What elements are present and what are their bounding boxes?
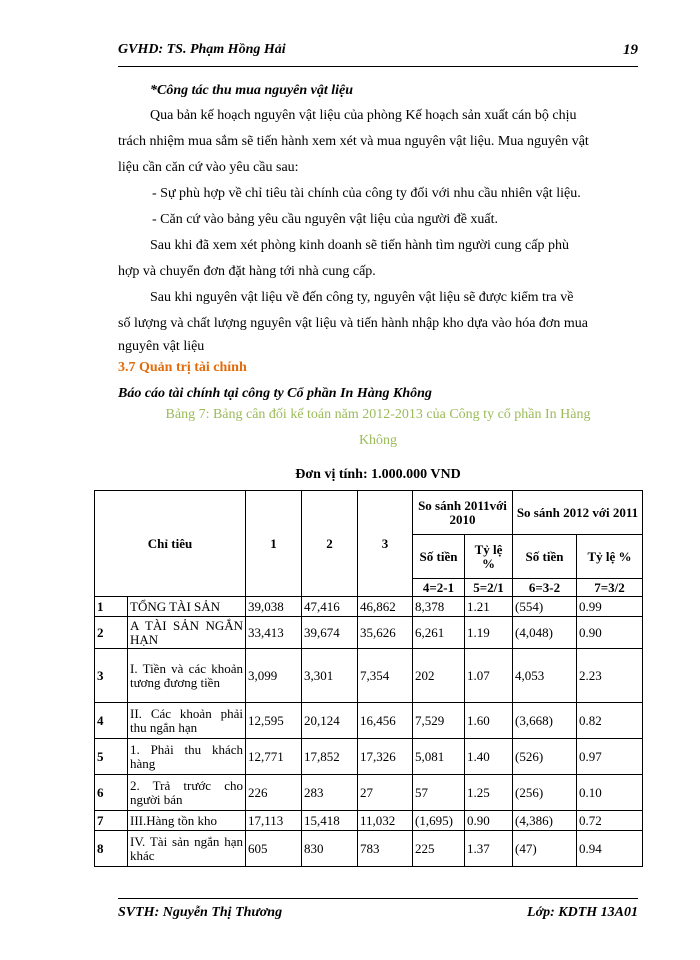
cell-value: 1.37 bbox=[465, 831, 513, 867]
section-heading: 3.7 Quản trị tài chính bbox=[118, 360, 247, 375]
cell-value: 0.72 bbox=[577, 811, 643, 831]
cell-value: 0.82 bbox=[577, 703, 643, 739]
cell-value: 225 bbox=[413, 831, 465, 867]
cell-value: 17,113 bbox=[246, 811, 302, 831]
page-header bbox=[118, 40, 638, 67]
cell-value: 2.23 bbox=[577, 649, 643, 703]
table-row bbox=[95, 831, 643, 867]
cell-value: 16,456 bbox=[358, 703, 413, 739]
cell-value: 39,674 bbox=[302, 617, 358, 649]
row-label: 2. Trả trước cho người bán bbox=[128, 775, 246, 811]
row-number: 6 bbox=[95, 775, 128, 811]
row-number: 5 bbox=[95, 739, 128, 775]
cell-value: 8,378 bbox=[413, 597, 465, 617]
table-caption-cont: Không bbox=[358, 433, 398, 448]
cell-value: 46,862 bbox=[358, 597, 413, 617]
header-money: Số tiền bbox=[413, 535, 465, 579]
table-row bbox=[95, 649, 643, 703]
cell-value: (3,668) bbox=[513, 703, 577, 739]
class-code: Lớp: KDTH 13A01 bbox=[527, 905, 638, 920]
table-row bbox=[95, 617, 643, 649]
section-title: *Công tác thu mua nguyên vật liệu bbox=[150, 83, 354, 98]
page-footer bbox=[118, 898, 638, 927]
cell-value: 47,416 bbox=[302, 597, 358, 617]
cell-value: (4,386) bbox=[513, 811, 577, 831]
cell-value: (1,695) bbox=[413, 811, 465, 831]
cell-value: 6,261 bbox=[413, 617, 465, 649]
cell-value: 17,326 bbox=[358, 739, 413, 775]
cell-value: 202 bbox=[413, 649, 465, 703]
row-number: 4 bbox=[95, 703, 128, 739]
cell-value: 0.94 bbox=[577, 831, 643, 867]
row-label: TỔNG TÀI SẢN bbox=[128, 597, 246, 617]
paragraph-line: trách nhiệm mua sắm sẽ tiến hành xem xét và mua nguyên vật liệu. Mua nguyên vật bbox=[118, 134, 589, 149]
header-ratio: Tỷ lệ % bbox=[577, 535, 643, 579]
cell-value: (526) bbox=[513, 739, 577, 775]
row-number: 8 bbox=[95, 831, 128, 867]
cell-value: 12,771 bbox=[246, 739, 302, 775]
formula-cell: 6=3-2 bbox=[513, 579, 577, 597]
paragraph-line: Sau khi nguyên vật liệu về đến công ty, nguyên vật liệu sẽ được kiểm tra về bbox=[150, 290, 574, 305]
bullet-item: - Căn cứ vào bảng yêu cầu nguyên vật liệu của người đề xuất. bbox=[152, 212, 499, 227]
paragraph-line: Sau khi đã xem xét phòng kinh doanh sẽ tiến hành tìm người cung cấp phù bbox=[150, 238, 569, 253]
cell-value: (47) bbox=[513, 831, 577, 867]
row-label: I. Tiền và các khoản tương đương tiền bbox=[128, 649, 246, 703]
formula-cell: 4=2-1 bbox=[413, 579, 465, 597]
subheading: Báo cáo tài chính tại công ty Cổ phần In Hàng Không bbox=[118, 386, 432, 401]
balance-table bbox=[94, 490, 643, 867]
table-row bbox=[95, 739, 643, 775]
cell-value: 1.19 bbox=[465, 617, 513, 649]
cell-value: 4,053 bbox=[513, 649, 577, 703]
header-money: Số tiền bbox=[513, 535, 577, 579]
row-label: IV. Tài sản ngắn hạn khác bbox=[128, 831, 246, 867]
header-compare-2012: So sánh 2012 với 2011 bbox=[513, 491, 643, 535]
header-ratio: Tỷ lệ % bbox=[465, 535, 513, 579]
cell-value: 57 bbox=[413, 775, 465, 811]
formula-cell: 7=3/2 bbox=[577, 579, 643, 597]
cell-value: 283 bbox=[302, 775, 358, 811]
table-caption: Bảng 7: Bảng cân đối kế toán năm 2012-2013 của Công ty cổ phần In Hàng bbox=[165, 407, 591, 422]
row-label: A TÀI SẢN NGẮN HẠN bbox=[128, 617, 246, 649]
page-number: 19 bbox=[623, 42, 638, 58]
table-row bbox=[95, 811, 643, 831]
cell-value: 226 bbox=[246, 775, 302, 811]
cell-value: 605 bbox=[246, 831, 302, 867]
cell-value: 783 bbox=[358, 831, 413, 867]
paragraph-line: Qua bản kế hoạch nguyên vật liệu của phòng Kế hoạch sản xuất cán bộ chịu bbox=[150, 108, 577, 123]
paragraph-line: liệu cần căn cứ vào yêu cầu sau: bbox=[118, 160, 299, 175]
paragraph-line: số lượng và chất lượng nguyên vật liệu và tiến hành nhập kho dựa vào hóa đơn mua bbox=[118, 316, 588, 331]
student-name: SVTH: Nguyễn Thị Thương bbox=[118, 905, 283, 920]
cell-value: 3,099 bbox=[246, 649, 302, 703]
cell-value: 17,852 bbox=[302, 739, 358, 775]
cell-value: 1.40 bbox=[465, 739, 513, 775]
cell-value: 3,301 bbox=[302, 649, 358, 703]
cell-value: 1.07 bbox=[465, 649, 513, 703]
cell-value: 33,413 bbox=[246, 617, 302, 649]
cell-value: 39,038 bbox=[246, 597, 302, 617]
row-label: III.Hàng tồn kho bbox=[128, 811, 246, 831]
cell-value: 27 bbox=[358, 775, 413, 811]
header-col-3: 3 bbox=[358, 491, 413, 597]
header-col-2: 2 bbox=[302, 491, 358, 597]
unit-label: Đơn vị tính: 1.000.000 VND bbox=[295, 467, 461, 482]
bullet-item: - Sự phù hợp về chỉ tiêu tài chính của công ty đối với nhu cầu nhiên vật liệu. bbox=[152, 186, 581, 201]
cell-value: 830 bbox=[302, 831, 358, 867]
cell-value: 0.97 bbox=[577, 739, 643, 775]
cell-value: (554) bbox=[513, 597, 577, 617]
cell-value: 20,124 bbox=[302, 703, 358, 739]
cell-value: 1.25 bbox=[465, 775, 513, 811]
row-number: 1 bbox=[95, 597, 128, 617]
header-compare-2011: So sánh 2011với 2010 bbox=[413, 491, 513, 535]
cell-value: 7,354 bbox=[358, 649, 413, 703]
cell-value: 35,626 bbox=[358, 617, 413, 649]
paragraph-line: nguyên vật liệu bbox=[118, 339, 205, 354]
advisor-name: GVHD: TS. Phạm Hồng Hải bbox=[118, 42, 286, 57]
row-label: II. Các khoản phải thu ngắn hạn bbox=[128, 703, 246, 739]
row-label: 1. Phải thu khách hàng bbox=[128, 739, 246, 775]
cell-value: 12,595 bbox=[246, 703, 302, 739]
cell-value: 1.21 bbox=[465, 597, 513, 617]
cell-value: 7,529 bbox=[413, 703, 465, 739]
cell-value: 15,418 bbox=[302, 811, 358, 831]
header-col-1: 1 bbox=[246, 491, 302, 597]
cell-value: (4,048) bbox=[513, 617, 577, 649]
cell-value: 5,081 bbox=[413, 739, 465, 775]
cell-value: (256) bbox=[513, 775, 577, 811]
cell-value: 0.99 bbox=[577, 597, 643, 617]
table-row bbox=[95, 775, 643, 811]
row-number: 3 bbox=[95, 649, 128, 703]
paragraph-line: hợp và chuyển đơn đặt hàng tới nhà cung cấp. bbox=[118, 264, 376, 279]
cell-value: 0.10 bbox=[577, 775, 643, 811]
row-number: 7 bbox=[95, 811, 128, 831]
cell-value: 0.90 bbox=[577, 617, 643, 649]
header-indicator: Chỉ tiêu bbox=[95, 491, 246, 597]
cell-value: 0.90 bbox=[465, 811, 513, 831]
formula-cell: 5=2/1 bbox=[465, 579, 513, 597]
table-row bbox=[95, 597, 643, 617]
cell-value: 1.60 bbox=[465, 703, 513, 739]
cell-value: 11,032 bbox=[358, 811, 413, 831]
table-row bbox=[95, 703, 643, 739]
row-number: 2 bbox=[95, 617, 128, 649]
